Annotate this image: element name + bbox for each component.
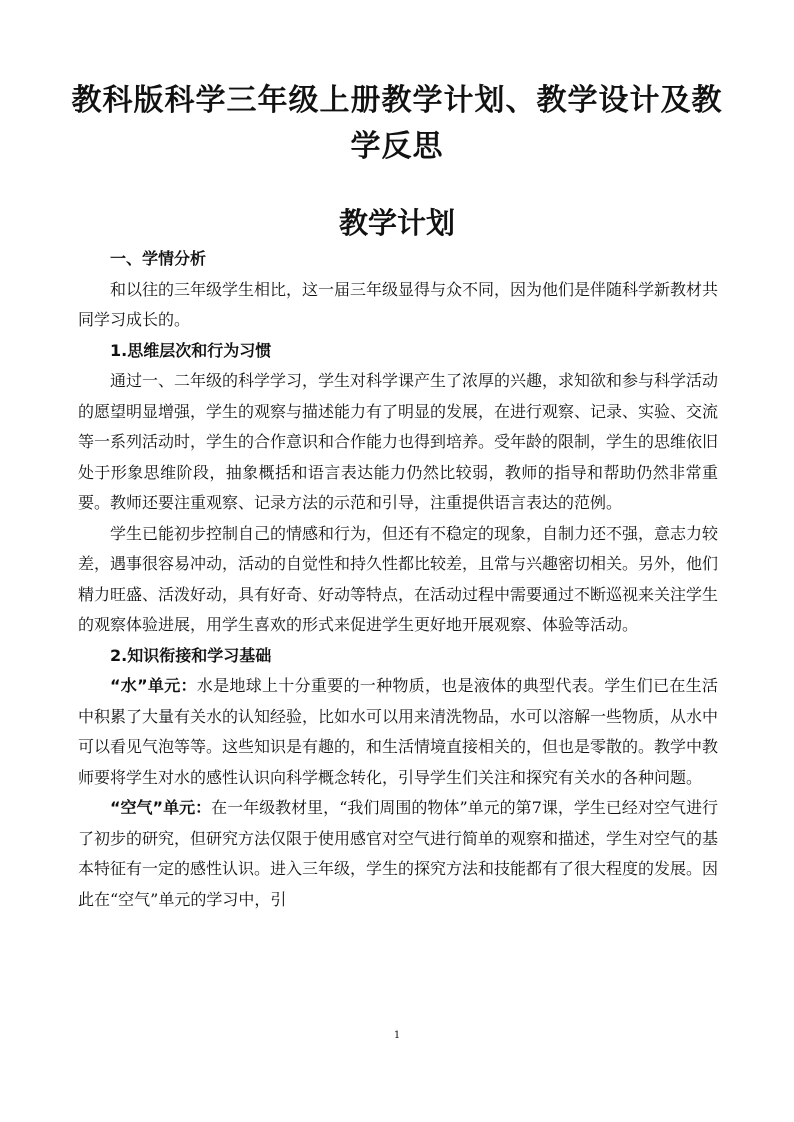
paragraph-thinking: 通过一、二年级的科学学习，学生对科学课产生了浓厚的兴趣，求知欲和参与科学活动的愿望明显增强，学生的观察与描述能力有了明显的发展，在进行观察、记录、实验、交流等一系列活动时，学生的合作意识和合作能力也得到培养。受年龄的限制，学生的思维依旧处于形象思维阶段，抽象概括和语言表达能力仍然比较弱，教师的指导和帮助仍然非常重要。教师还要注重观察、记录方法的示范和引导，注重提供语言表达的范例。 xyxy=(78,371,719,512)
heading-learning-analysis: 一、学情分析 xyxy=(110,249,207,268)
paragraph-air-unit xyxy=(78,793,718,915)
page-number: 1 xyxy=(393,1030,401,1041)
document-title: 教科版科学三年级上册教学计划、教学设计及教学反思 xyxy=(71,83,723,164)
air-unit-text: 在一年级教材里，“我们周围的物体”单元的第7课，学生已经对空气进行了初步的研究，但研究方法仅限于使用感官对空气进行简单的观察和描述，学生对空气的基本特征有一定的感性认识。进入三年级，学生的探究方法和技能都有了很大程度的发展。因此在“空气”单元的学习中，引 xyxy=(78,798,719,909)
water-unit-text: 水是地球上十分重要的一种物质，也是液体的典型代表。学生们已在生活中积累了大量有关水的认知经验，比如水可以用来清洗物品，水可以溶解一些物质，从水中可以看见气泡等等。这些知识是有趣的，和生活情境直接相关的，但也是零散的。教学中教师要将学生对水的感性认识向科学概念转化，引导学生们关注和探究有关水的各种问题。 xyxy=(78,676,719,787)
document-body xyxy=(78,244,718,915)
subheading-thinking-habits: 1.思维层次和行为习惯 xyxy=(110,340,272,360)
subheading-knowledge-foundation: 2.知识衔接和学习基础 xyxy=(110,645,272,665)
section-title: 教学计划 xyxy=(338,206,455,240)
paragraph-intro: 和以往的三年级学生相比，这一届三年级显得与众不同，因为他们是伴随科学新教材共同学习成长的。 xyxy=(78,279,719,329)
water-unit-label: “水”单元： xyxy=(110,676,197,695)
paragraph-water-unit xyxy=(78,671,718,793)
paragraph-behavior: 学生已能初步控制自己的情感和行为，但还有不稳定的现象，自制力还不强，意志力较差，遇事很容易冲动，活动的自觉性和持久性都比较差，且常与兴趣密切相关。另外，他们精力旺盛、活泼好动，具有好奇、好动等特点，在活动过程中需要通过不断巡视来关注学生的观察体验进展，用学生喜欢的形式来促进学生更好地开展观察、体验等活动。 xyxy=(78,523,719,634)
air-unit-label: “空气”单元： xyxy=(110,798,212,817)
